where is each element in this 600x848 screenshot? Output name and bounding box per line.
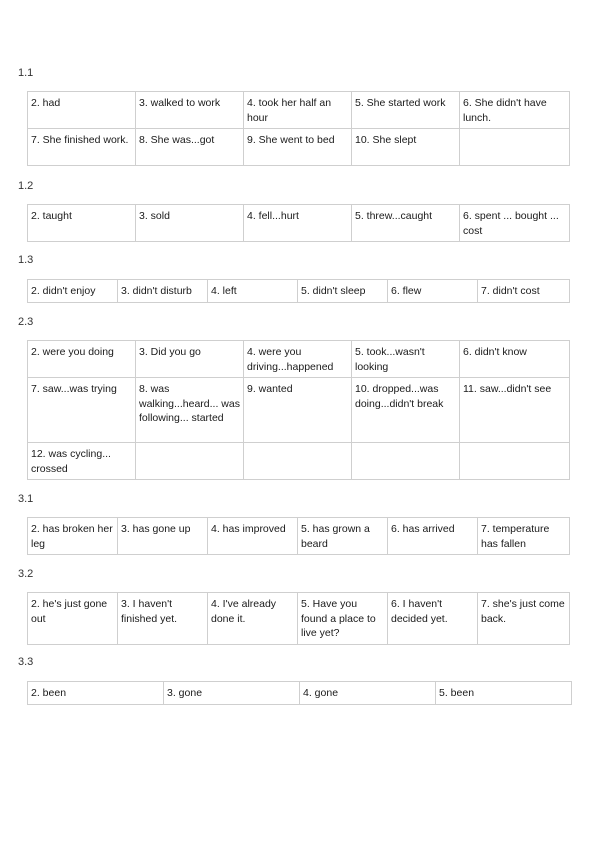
section-label: 1.2 xyxy=(18,180,34,192)
answer-cell: 7. she's just come back. xyxy=(478,593,570,645)
answer-table xyxy=(27,681,572,705)
answer-table xyxy=(27,279,570,303)
answer-table xyxy=(27,340,570,480)
answer-cell: 6. flew xyxy=(388,280,478,303)
answer-cell: 4. I've already done it. xyxy=(208,593,298,645)
answer-cell: 4. has improved xyxy=(208,518,298,555)
section-label: 3.3 xyxy=(18,656,34,668)
answer-table xyxy=(27,204,570,242)
answer-cell: 4. took her half an hour xyxy=(244,92,352,129)
answer-cell: 11. saw...didn't see xyxy=(460,378,570,443)
answer-table xyxy=(27,91,570,166)
table-row xyxy=(28,341,570,378)
answer-cell: 6. spent ... bought ... cost xyxy=(460,205,570,242)
table-row xyxy=(28,129,570,166)
answer-cell: 7. temperature has fallen xyxy=(478,518,570,555)
answer-cell: 2. has broken her leg xyxy=(28,518,118,555)
answer-cell: 4. were you driving...happened xyxy=(244,341,352,378)
answer-cell: 5. took...wasn't looking xyxy=(352,341,460,378)
answer-cell: 9. She went to bed xyxy=(244,129,352,166)
answer-cell: 2. been xyxy=(28,682,164,705)
answer-cell: 3. walked to work xyxy=(136,92,244,129)
table-row xyxy=(28,280,570,303)
answer-cell: 2. were you doing xyxy=(28,341,136,378)
answer-cell: 6. I haven't decided yet. xyxy=(388,593,478,645)
answer-cell: 5. been xyxy=(436,682,572,705)
table-row xyxy=(28,682,572,705)
answer-cell: 6. She didn't have lunch. xyxy=(460,92,570,129)
answer-cell: 9. wanted xyxy=(244,378,352,443)
answer-cell: 2. had xyxy=(28,92,136,129)
section-label: 3.1 xyxy=(18,493,34,505)
answer-cell: 7. saw...was trying xyxy=(28,378,136,443)
answer-cell: 3. gone xyxy=(164,682,300,705)
answer-cell: 8. She was...got xyxy=(136,129,244,166)
table-row xyxy=(28,378,570,443)
answer-cell: 3. has gone up xyxy=(118,518,208,555)
answer-cell xyxy=(244,443,352,480)
answer-table xyxy=(27,592,570,645)
answer-cell: 8. was walking...heard... was following... started xyxy=(136,378,244,443)
answer-cell xyxy=(460,443,570,480)
answer-cell: 2. he's just gone out xyxy=(28,593,118,645)
section-label: 2.3 xyxy=(18,316,34,328)
answer-cell xyxy=(460,129,570,166)
answer-cell: 2. taught xyxy=(28,205,136,242)
answer-cell: 5. didn't sleep xyxy=(298,280,388,303)
section-label: 1.1 xyxy=(18,67,34,79)
answer-cell: 4. fell...hurt xyxy=(244,205,352,242)
answer-cell: 5. She started work xyxy=(352,92,460,129)
answer-cell: 10. dropped...was doing...didn't break xyxy=(352,378,460,443)
answer-cell: 7. She finished work. xyxy=(28,129,136,166)
answer-cell: 5. threw...caught xyxy=(352,205,460,242)
table-row xyxy=(28,593,570,645)
answer-cell: 12. was cycling... crossed xyxy=(28,443,136,480)
answer-cell: 3. didn't disturb xyxy=(118,280,208,303)
table-row xyxy=(28,518,570,555)
answer-cell xyxy=(352,443,460,480)
answer-cell: 3. sold xyxy=(136,205,244,242)
answer-cell: 5. has grown a beard xyxy=(298,518,388,555)
answer-cell: 5. Have you found a place to live yet? xyxy=(298,593,388,645)
answer-cell: 6. didn't know xyxy=(460,341,570,378)
answer-cell: 7. didn't cost xyxy=(478,280,570,303)
answer-cell: 2. didn't enjoy xyxy=(28,280,118,303)
answer-cell: 10. She slept xyxy=(352,129,460,166)
table-row xyxy=(28,443,570,480)
answer-table xyxy=(27,517,570,555)
answer-cell xyxy=(136,443,244,480)
answer-cell: 3. I haven't finished yet. xyxy=(118,593,208,645)
answer-cell: 3. Did you go xyxy=(136,341,244,378)
section-label: 3.2 xyxy=(18,568,34,580)
section-label: 1.3 xyxy=(18,254,34,266)
table-row xyxy=(28,205,570,242)
table-row xyxy=(28,92,570,129)
answer-cell: 4. left xyxy=(208,280,298,303)
answer-cell: 4. gone xyxy=(300,682,436,705)
answer-cell: 6. has arrived xyxy=(388,518,478,555)
